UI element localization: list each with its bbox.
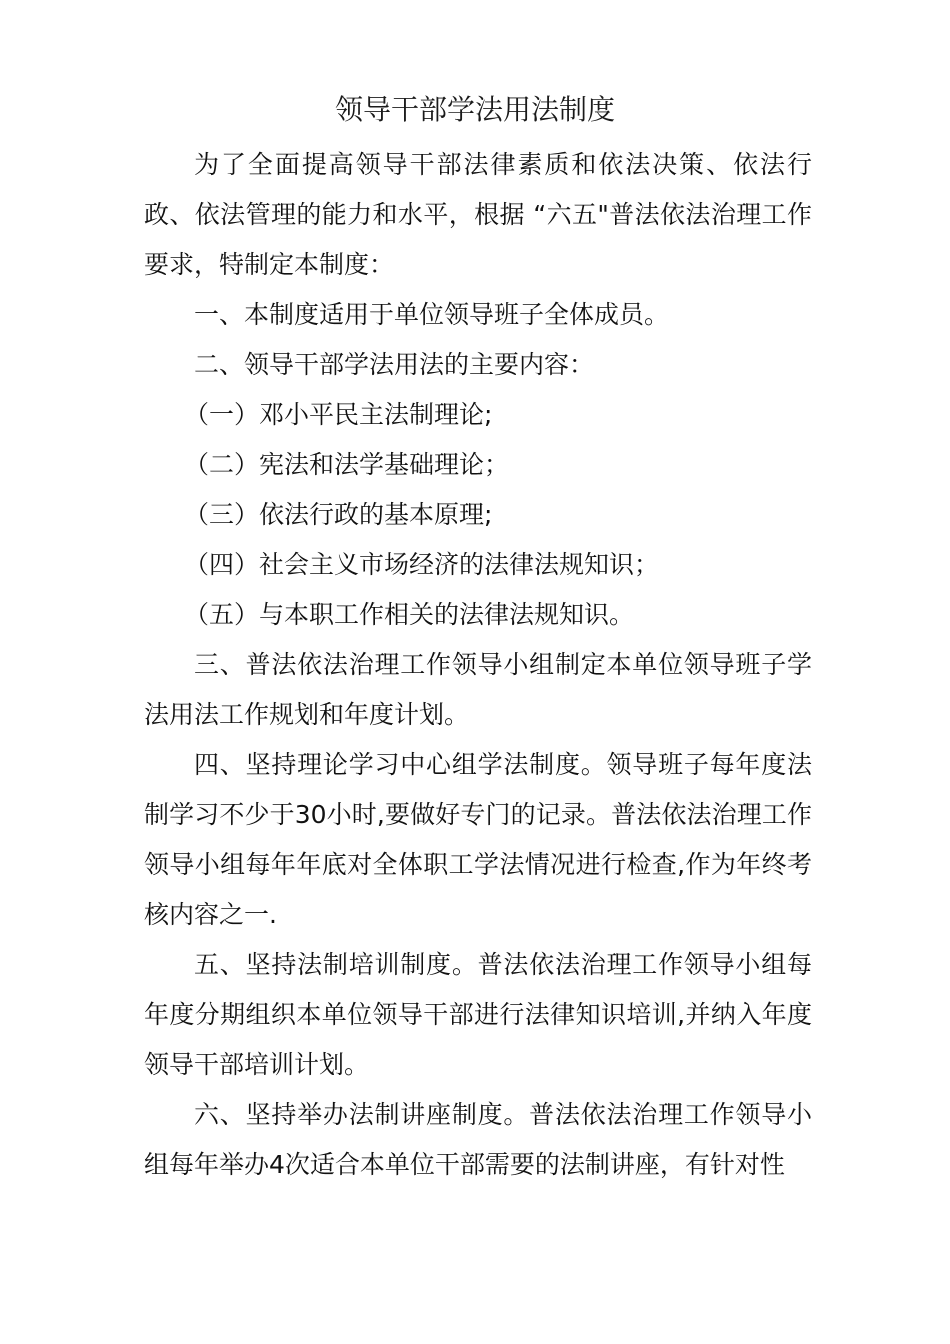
- clause-1: 一、本制度适用于单位领导班子全体成员。: [194, 300, 670, 329]
- clause-2-item-1: （一）邓小平民主法制理论;: [184, 400, 493, 429]
- clause-2-item-2: （二）宪法和法学基础理论；: [184, 450, 510, 479]
- clause-4: 四、坚持理论学习中心组学法制度。领导班子每年度法制学习不少于30小时,要做好专门的记录。普法依法治理工作领导小组每年年底对全体职工学法情况进行检查,作为年终考核内容之一.: [144, 750, 812, 929]
- intro-paragraph: 为了全面提高领导干部法律素质和依法决策、依法行政、依法管理的能力和水平，根据 “六五"普法依法治理工作要求，特制定本制度：: [144, 150, 812, 279]
- clause-5: 五、坚持法制培训制度。普法依法治理工作领导小组每年度分期组织本单位领导干部进行法律知识培训,并纳入年度领导干部培训计划。: [144, 950, 812, 1079]
- clause-6: 六、坚持举办法制讲座制度。普法依法治理工作领导小组每年举办4次适合本单位干部需要的法制讲座，有针对性: [144, 1100, 812, 1179]
- clause-3: 三、普法依法治理工作领导小组制定本单位领导班子学法用法工作规划和年度计划。: [144, 650, 812, 729]
- clause-2-item-3: （三）依法行政的基本原理;: [184, 500, 493, 529]
- clause-2-item-4: （四）社会主义市场经济的法律法规知识；: [184, 550, 660, 579]
- document-title: 领导干部学法用法制度: [334, 93, 615, 126]
- clause-2: 二、领导干部学法用法的主要内容：: [194, 350, 595, 379]
- clause-2-item-5: （五）与本职工作相关的法律法规知识。: [184, 600, 635, 629]
- document-body: [144, 140, 812, 1190]
